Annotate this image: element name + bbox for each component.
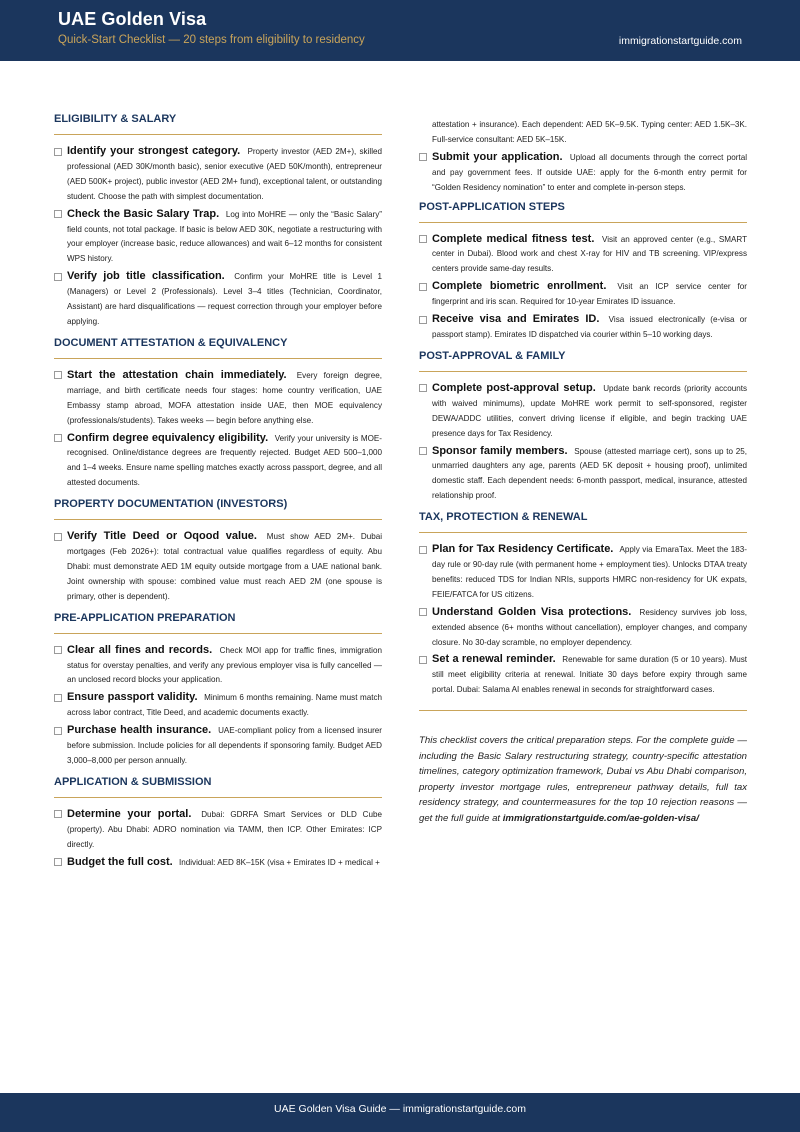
checkbox-icon[interactable] (54, 810, 62, 818)
item-text: Check MOI app for traffic fines, immigration status for overstay penalties, and verify any previous employer visa is fully cancelled — an unclosed record blocks your application. (67, 645, 382, 685)
item-title: Complete biometric enrollment. (432, 280, 607, 293)
checkbox-icon[interactable] (54, 148, 62, 156)
checkbox-icon[interactable] (54, 646, 62, 654)
checkbox-icon[interactable] (419, 546, 427, 554)
page-subtitle: Quick-Start Checklist — 20 steps from eligibility to residency (58, 34, 365, 46)
header-site-link[interactable]: immigrationstartguide.com (618, 35, 742, 47)
item-text: Visit an ICP service center for fingerprint and iris scan. Required for 10-year Emirates ID issuance. (432, 282, 747, 307)
checklist-item (419, 444, 747, 505)
full-guide-link[interactable]: immigrationstartguide.com/ae-golden-visa/ (502, 812, 699, 824)
checklist-item (54, 431, 382, 492)
checkbox-icon[interactable] (54, 858, 62, 866)
checklist-item (54, 207, 382, 268)
checklist-item (54, 690, 382, 721)
item-title: Complete medical fitness test. (432, 232, 595, 245)
checklist-item (54, 807, 382, 853)
section-postapp (419, 198, 747, 343)
section-heading: APPLICATION & SUBMISSION (54, 773, 382, 798)
section-tax (419, 508, 747, 698)
item-text: Every foreign degree, marriage, and birth certificate needs four stages: home country verification, UAE Embassy stamp abroad, MOFA attestation inside UAE, then MOE equivalency (professionals/students). Takes weeks — begin before anything else. (67, 370, 382, 425)
checkbox-icon[interactable] (54, 727, 62, 735)
closing-note (419, 733, 747, 826)
item-text: Visit an approved center (e.g., SMART center in Dubai). Blood work and chest X-ray for HIV and TB screening. VIP/express centers provide same-day results. (432, 234, 748, 274)
item-text: Spouse (attested marriage cert), sons up to 25, unmarried daughters any age, parents (AED 5K deposit + housing proof), unlimited domestic staff. Each dependent needs: 6-month passport, medical, insurance, attested relationship proof. (432, 446, 747, 501)
checklist-item (419, 605, 747, 651)
item-title: Plan for Tax Residency Certificate. (432, 543, 614, 556)
section-heading: ELIGIBILITY & SALARY (54, 110, 382, 135)
item-text: Property investor (AED 2M+), skilled professional (AED 30K/month basic), senior executive (AED 50K/month), entrepreneur (AED 500K+ project), public investor (AED 2M+ fund), exceptional talent, or outstanding student. Choose the path with simplest documentation. (67, 147, 382, 201)
item-title: Purchase health insurance. (67, 724, 212, 737)
item-title: Identify your strongest category. (67, 145, 241, 157)
checklist-item (419, 542, 747, 603)
item-title: Verify job title classification. (67, 270, 225, 283)
section-preapp (54, 609, 382, 769)
item-title: Verify Title Deed or Oqood value. (67, 530, 257, 543)
page-footer: UAE Golden Visa Guide — immigrationstartguide.com (0, 1093, 800, 1132)
item-text: Dubai: GDRFA Smart Services or DLD Cube (property). Abu Dhabi: ADRO nomination via TAMM, then ICP. Other Emirates: ICP directly. (67, 809, 383, 849)
page-title: UAE Golden Visa (58, 9, 207, 29)
item-title: Check the Basic Salary Trap. (67, 207, 220, 220)
checklist-item (419, 312, 747, 343)
item-text: Individual: AED 8K–15K (visa + Emirates ID + medical + (178, 857, 380, 867)
item-title: Clear all fines and records. (67, 643, 213, 656)
item-title: Determine your portal. (67, 807, 192, 820)
checkbox-icon[interactable] (419, 656, 427, 664)
checkbox-icon[interactable] (54, 694, 62, 702)
item-text: Must show AED 2M+. Dubai mortgages (Feb 2026+): total contractual value qualifies regardless of equity. Abu Dhabi: must demonstrate AED 1M equity outside mortgage from a UAE national bank. Joint ownership with spouse: combined value must reach AED 2M (one spouse is primary, other is dependent). (67, 532, 382, 601)
checkbox-icon[interactable] (419, 316, 427, 324)
checkbox-icon[interactable] (419, 447, 427, 455)
checklist-item (54, 723, 382, 769)
item-text: Confirm your MoHRE title is Level 1 (Managers) or Level 2 (Professionals). Level 3–4 titles (Technician, Coordinator, Assistant) are hard disqualifications — request correction through your employer before applying. (67, 272, 383, 326)
page-header (0, 0, 800, 61)
item-title: Understand Golden Visa protections. (432, 605, 632, 618)
section-postapproval (419, 347, 747, 504)
checkbox-icon[interactable] (419, 283, 427, 291)
checkbox-icon[interactable] (54, 533, 62, 541)
checklist-item (54, 643, 382, 689)
section-attestation (54, 334, 382, 491)
item-title: Receive visa and Emirates ID. (432, 313, 600, 326)
section-property (54, 495, 382, 605)
item-text: Renewable for same duration (5 or 10 years). Must still meet eligibility criteria at renewal. Initiate 30 days before expiry through same portal. Dubai: Salama AI enables renewal in seconds for straightforward cases. (432, 655, 747, 695)
section-heading: PRE-APPLICATION PREPARATION (54, 609, 382, 634)
item-text: Verify your university is MOE-recognised. Online/distance degrees are frequently rejected. Budget AED 500–1,000 and 1–4 weeks. Ensure name spelling matches exactly across passport, degree, and all attested documents. (67, 433, 382, 488)
section-heading: TAX, PROTECTION & RENEWAL (419, 508, 747, 533)
item-text: Update bank records (priority accounts with waived minimums), update MoHRE work permit to self-sponsored, register DEWA/ADDC utilities, convert driving license if eligible, and begin tracking UAE presence days for Tax Residency. (432, 383, 747, 438)
checkbox-icon[interactable] (419, 235, 427, 243)
left-column (54, 110, 382, 873)
closing-text: This checklist covers the critical preparation steps. For the complete guide — including the Basic Salary restructuring strategy, country-specific attestation timelines, category optimization framework, Dubai vs Abu Dhabi comparison, property investor mortgage rules, entrepreneur pathway details, full tax residency strategy, and countermeasures for the top 10 rejection reasons — get the full guide at (419, 735, 747, 824)
item-text: Visa issued electronically (e-visa or passport stamp). Emirates ID dispatched via courier within 5–10 working days. (432, 315, 748, 339)
right-column (419, 118, 747, 826)
checklist-item (54, 144, 382, 205)
checkbox-icon[interactable] (419, 384, 427, 392)
checkbox-icon[interactable] (54, 371, 62, 379)
item-continuation: attestation + insurance). Each dependent: AED 5K–9.5K. Typing center: AED 1.5K–3K. Full-service consultant: AED 5K–15K. (432, 120, 747, 144)
checklist-item (419, 381, 747, 442)
checkbox-icon[interactable] (419, 153, 427, 161)
checklist-item (54, 529, 382, 605)
item-text: Minimum 6 months remaining. Name must match across labor contract, Title Deed, and academic documents exactly. (67, 693, 383, 718)
checkbox-icon[interactable] (54, 273, 62, 281)
item-text: Residency survives job loss, extended absence (6+ months without cancellation), employer changes, and company closure. No 30-day scramble, no employer dependency. (432, 607, 748, 647)
item-text: Log into MoHRE — only the “Basic Salary” field counts, not total package. If basic is below AED 30K, negotiate a restructuring with your employer (increase basic, reduce allowances) and wait 6–12 months for consistent WPS history. (67, 209, 382, 264)
section-application (54, 773, 382, 871)
item-title: Start the attestation chain immediately. (67, 368, 287, 381)
checklist-item (419, 652, 747, 698)
section-heading: DOCUMENT ATTESTATION & EQUIVALENCY (54, 334, 382, 359)
item-title: Submit your application. (432, 150, 563, 163)
item-title: Set a renewal reminder. (432, 653, 556, 666)
checklist-item (54, 269, 382, 330)
section-heading: POST-APPLICATION STEPS (419, 198, 747, 223)
checkbox-icon[interactable] (54, 210, 62, 218)
item-title: Confirm degree equivalency eligibility. (67, 431, 269, 444)
checklist-item (419, 232, 747, 278)
checklist-item (419, 150, 747, 196)
item-title: Sponsor family members. (432, 444, 568, 457)
checklist-item (54, 855, 382, 871)
closing-divider (419, 710, 747, 711)
section-heading: PROPERTY DOCUMENTATION (INVESTORS) (54, 495, 382, 520)
item-title: Ensure passport validity. (67, 691, 198, 704)
section-eligibility (54, 110, 382, 330)
item-text: UAE-compliant policy from a licensed insurer before submission. Include policies for all dependents if sponsoring family. Budget AED 3,000–8,000 per person annually. (67, 726, 383, 765)
checklist-item (419, 279, 747, 310)
item-text: Upload all documents through the correct portal and pay government fees. If outside UAE: apply for the 6-month entry permit for “Golden Residency nomination” to enter and complete in-person steps. (432, 152, 748, 192)
checklist-item (54, 368, 382, 429)
checkbox-icon[interactable] (54, 434, 62, 442)
item-title: Complete post-approval setup. (432, 381, 596, 394)
item-text: Apply via EmaraTax. Meet the 183-day rule or 90-day rule (with permanent home + employment ties). Unlocks DTAA treaty benefits: reduced TDS for Indian NRIs, supports HMRC non-residency for UK expats, FEIE/FATCA for US citizens. (432, 545, 748, 599)
section-heading: POST-APPROVAL & FAMILY (419, 347, 747, 372)
checkbox-icon[interactable] (419, 608, 427, 616)
item-title: Budget the full cost. (67, 855, 173, 868)
